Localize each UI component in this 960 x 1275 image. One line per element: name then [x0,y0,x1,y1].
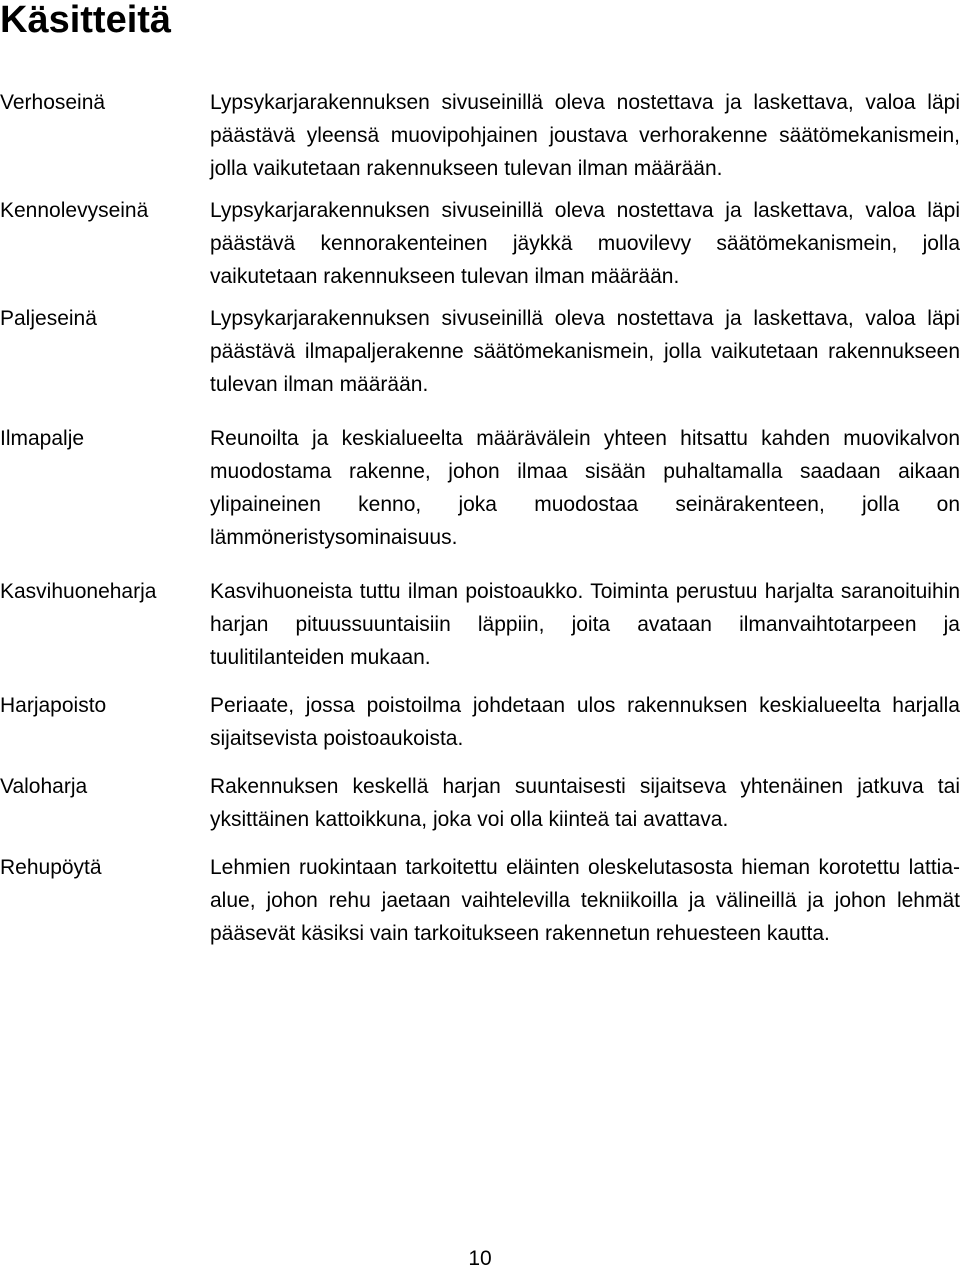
glossary-entry-kennolevyseina [0,194,960,293]
glossary-entry-rehupoyta [0,851,960,950]
term-label: Valoharja [0,775,88,798]
glossary-entry-ilmapalje [0,422,960,554]
term-label: Ilmapalje [0,427,85,450]
glossary-entry-kasvihuoneharja [0,575,960,674]
page-title: Käsitteitä [0,0,172,41]
definition-text: Lehmien ruokintaan tarkoitettu eläinten oleskelutasosta hieman korotettu lattia-alue, johon rehu jaetaan vaihtelevilla tekniikoilla ja välineillä ja johon lehmät pääsevät käsiksi vain tarkoitukseen rakennetun rehuesteen kautta. [210,856,960,945]
definition-text: Kasvihuoneista tuttu ilman poistoaukko. Toiminta perustuu harjalta saranoituihin harjan pituussuuntaisiin läppiin, joita avataan ilmanvaihtotarpeen ja tuulitilanteiden mukaan. [210,580,960,669]
glossary-entry-paljeseina [0,302,960,401]
page-number: 10 [468,1247,492,1270]
definition-text: Reunoilta ja keskialueelta määrävälein yhteen hitsattu kahden muovikalvon muodostama rakenne, johon ilmaa sisään puhaltamalla saadaan aikaan ylipaineinen kenno, joka muodostaa seinärakenteen, jolla on lämmöneristysominaisuus. [210,427,960,549]
definition-text: Lypsykarjarakennuksen sivuseinillä oleva nostettava ja laskettava, valoa läpi päästävä ilmapaljerakenne säätömekanismein, jolla vaikutetaan rakennukseen tulevan ilman määrään. [210,307,960,396]
term-label: Harjapoisto [0,694,107,717]
glossary [0,86,960,950]
definition-text: Rakennuksen keskellä harjan suuntaisesti sijaitseva yhtenäinen jatkuva tai yksittäinen kattoikkuna, joka voi olla kiinteä tai avattava. [210,775,960,831]
term-label: Paljeseinä [0,307,97,330]
definition-text: Periaate, jossa poistoilma johdetaan ulos rakennuksen keskialueelta harjalla sijaitsevista poistoaukoista. [210,694,960,750]
definition-text: Lypsykarjarakennuksen sivuseinillä oleva nostettava ja laskettava, valoa läpi päästävä yleensä muovipohjainen joustava verhorakenne säätömekanismein, jolla vaikutetaan rakennukseen tulevan ilman määrään. [210,91,960,180]
glossary-entry-harjapoisto [0,689,960,755]
definition-text: Lypsykarjarakennuksen sivuseinillä oleva nostettava ja laskettava, valoa läpi päästävä kennorakenteinen jäykkä muovilevy säätömekanismein, jolla vaikutetaan rakennukseen tulevan ilman määrään. [210,199,960,288]
term-label: Rehupöytä [0,856,102,879]
glossary-entry-verhoseina [0,86,960,185]
term-label: Kennolevyseinä [0,199,149,222]
term-label: Kasvihuoneharja [0,580,157,603]
term-label: Verhoseinä [0,91,106,114]
glossary-entry-valoharja [0,770,960,836]
